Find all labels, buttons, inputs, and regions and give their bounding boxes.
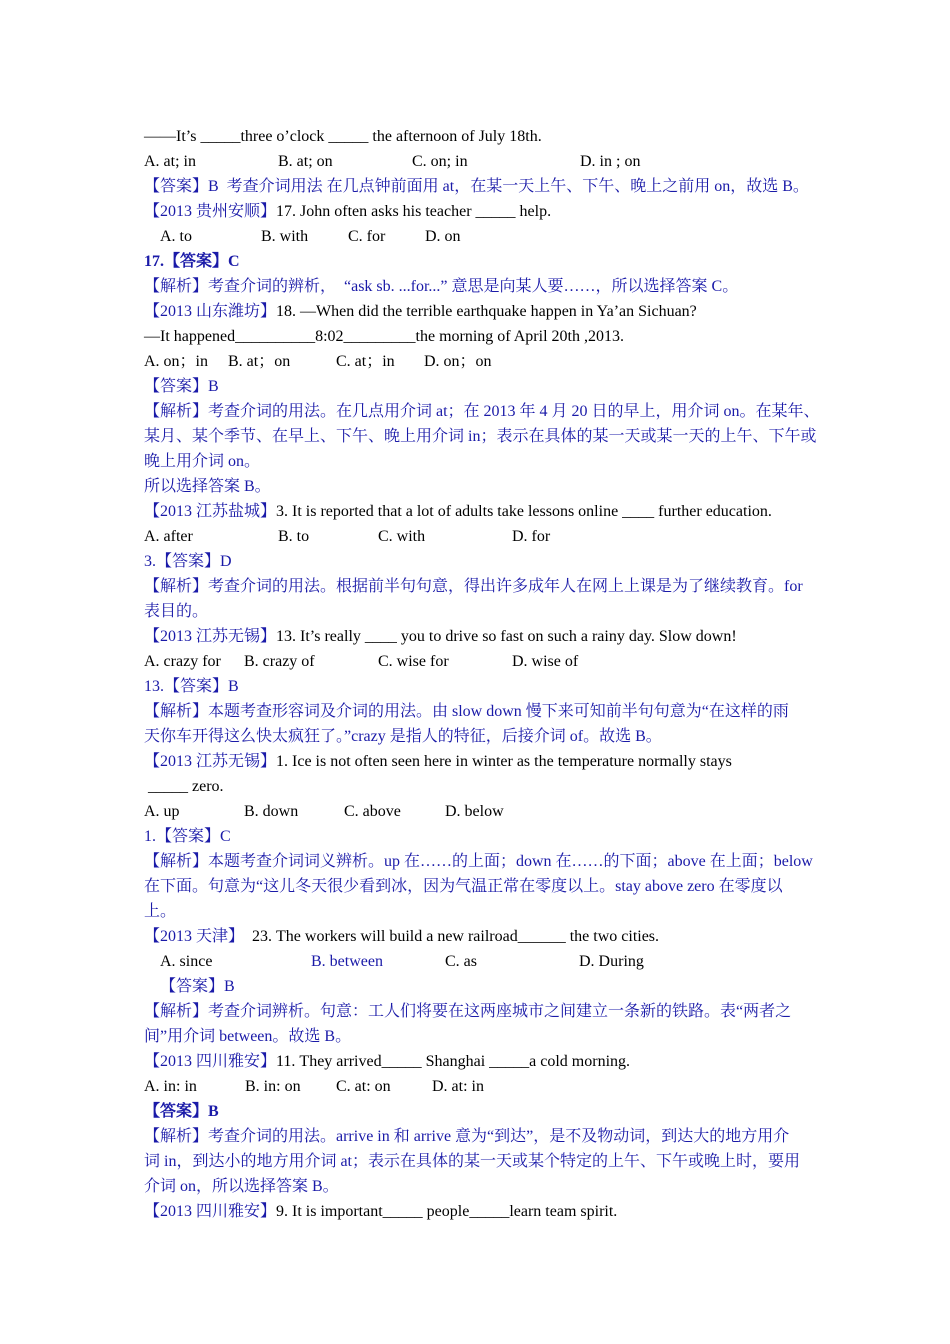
option-c: C. wise for [378, 653, 449, 670]
explanation-line: 天你车开得这么快太疯狂了。”crazy 是指人的特征，后接介词 of。故选 B。 [144, 728, 662, 745]
answer-line: 【答案】B [144, 378, 219, 395]
answer-line: 【答案】B [144, 1103, 219, 1120]
option-d: D. for [512, 528, 551, 545]
question-line: 【2013 江苏盐城】3. It is reported that a lot of adults take lessons online ____ further education. [144, 503, 772, 520]
option-b: B. crazy of [244, 653, 315, 670]
options-row [144, 524, 824, 549]
source-tag: 【2013 四川雅安】 [144, 1203, 277, 1220]
option-c: C. above [344, 803, 401, 820]
question-line: 【2013 贵州安顺】17. John often asks his teacher _____ help. [144, 203, 552, 220]
explanation-line: 表目的。 [144, 603, 209, 620]
option-d: D. During [579, 953, 644, 970]
question-line: 【2013 江苏无锡】13. It’s really ____ you to drive so fast on such a rainy day. Slow down! [144, 628, 737, 645]
option-d: D. at: in [432, 1078, 484, 1095]
option-b: B. at; on [278, 153, 333, 170]
answer-line: 【答案】B 考查介词用法 在几点钟前面用 at，在某一天上午、下午、晚上之前用 on，故选 B。 [144, 178, 809, 195]
option-b: B. to [278, 528, 310, 545]
option-c: C. as [445, 953, 477, 970]
explanation-line: 晚上用介词 on。 [144, 453, 261, 470]
question-line: 【2013 四川雅安】11. They arrived_____ Shanghai _____a cold morning. [144, 1053, 631, 1070]
question-line: —It happened__________8:02_________the morning of April 20th ,2013. [144, 328, 624, 345]
answer-line: 17.【答案】C [144, 253, 240, 270]
option-d: D. on [425, 228, 461, 245]
question-line: ——It’s _____three o’clock _____ the afternoon of July 18th. [144, 128, 542, 145]
option-d: D. in ; on [580, 153, 641, 170]
source-tag: 【2013 贵州安顺】 [144, 203, 277, 220]
explanation-line: 【解析】考查介词的用法。在几点用介词 at；在 2013 年 4 月 20 日的早上，用介词 on。在某年、 [144, 403, 820, 420]
explanation-line: 【解析】考查介词辨析。句意：工人们将要在这两座城市之间建立一条新的铁路。表“两者之 [144, 1003, 792, 1020]
source-tag: 【2013 天津】 [144, 928, 245, 945]
options-row [160, 949, 840, 974]
question-line: 【2013 天津】 23. The workers will build a new railroad______ the two cities. [144, 928, 660, 945]
question-line: 【2013 江苏无锡】1. Ice is not often seen here in winter as the temperature normally stays [144, 753, 732, 770]
answer-line: 3.【答案】D [144, 553, 232, 570]
explanation-line: 上。 [144, 903, 177, 920]
option-b: B. between [311, 953, 383, 970]
explanation-line: 【解析】考查介词的用法。arrive in 和 arrive 意为“到达”，是不及物动词，到达大的地方用介 [144, 1128, 790, 1145]
option-a: A. on；in [144, 353, 209, 370]
explanation-line: 在下面。句意为“这儿冬天很少看到冰，因为气温正常在零度以上。stay above zero 在零度以 [144, 878, 783, 895]
option-a: A. up [144, 803, 180, 820]
source-tag: 【2013 山东潍坊】 [144, 303, 277, 320]
question-line: _____ zero. [144, 778, 224, 795]
options-row [144, 149, 824, 174]
option-a: A. at; in [144, 153, 196, 170]
option-c: C. for [348, 228, 386, 245]
option-c: C. at: on [336, 1078, 391, 1095]
explanation-line: 某月、某个季节、在早上、下午、晚上用介词 in；表示在具体的某一天或某一天的上午、下午或 [144, 428, 817, 445]
options-row [144, 799, 824, 824]
source-tag: 【2013 四川雅安】 [144, 1053, 277, 1070]
explanation-line: 词 in，到达小的地方用介词 at；表示在具体的某一天或某个特定的上午、下午或晚上时，要用 [144, 1153, 800, 1170]
options-row [160, 224, 840, 249]
answer-line: 13.【答案】B [144, 678, 239, 695]
question-line: 【2013 四川雅安】9. It is important_____ people_____learn team spirit. [144, 1203, 618, 1220]
option-a: A. to [160, 228, 192, 245]
explanation-line: 【解析】考查介词的用法。根据前半句句意，得出许多成年人在网上上课是为了继续教育。for [144, 578, 803, 595]
option-b: B. down [244, 803, 299, 820]
option-b: B. at；on [228, 353, 291, 370]
explanation-line: 介词 on，所以选择答案 B。 [144, 1178, 339, 1195]
explanation-line: 【解析】本题考查形容词及介词的用法。由 slow down 慢下来可知前半句句意为“在这样的雨 [144, 703, 789, 720]
explanation-line: 【解析】考查介词的辨析， “ask sb. ...for...” 意思是向某人要……，所以选择答案 C。 [144, 278, 739, 295]
answer-line: 1.【答案】C [144, 828, 231, 845]
option-c: C. with [378, 528, 426, 545]
option-b: B. with [261, 228, 309, 245]
option-a: A. crazy for [144, 653, 221, 670]
option-c: C. on; in [412, 153, 468, 170]
explanation-line: 间”用介词 between。故选 B。 [144, 1028, 352, 1045]
option-c: C. at；in [336, 353, 395, 370]
options-row [144, 649, 824, 674]
option-a: A. after [144, 528, 193, 545]
explanation-line: 所以选择答案 B。 [144, 478, 271, 495]
option-a: A. since [160, 953, 213, 970]
source-tag: 【2013 江苏盐城】 [144, 503, 277, 520]
options-row [144, 1074, 824, 1099]
option-d: D. wise of [512, 653, 579, 670]
question-line: 【2013 山东潍坊】18. —When did the terrible earthquake happen in Ya’an Sichuan? [144, 303, 697, 320]
explanation-line: 【解析】本题考查介词词义辨析。up 在……的上面；down 在……的下面；above 在上面；below [144, 853, 813, 870]
source-tag: 【2013 江苏无锡】 [144, 753, 277, 770]
answer-line: 【答案】B [160, 978, 235, 995]
option-d: D. below [445, 803, 504, 820]
option-d: D. on；on [424, 353, 492, 370]
source-tag: 【2013 江苏无锡】 [144, 628, 277, 645]
option-b: B. in: on [245, 1078, 301, 1095]
option-a: A. in: in [144, 1078, 197, 1095]
options-row [144, 349, 824, 374]
